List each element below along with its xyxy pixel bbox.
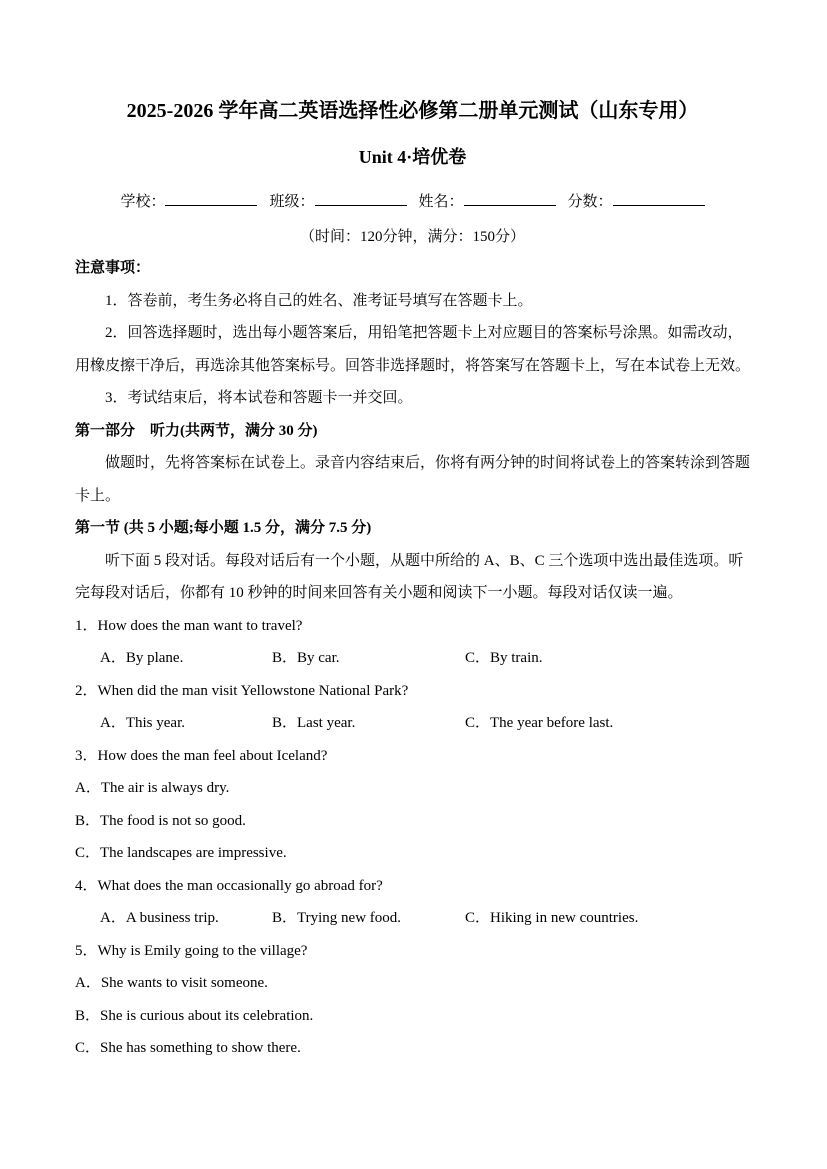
question-4-option-c: C．Hiking in new countries. [465, 910, 639, 926]
score-blank [613, 190, 705, 206]
paper-subtitle: Unit 4·培优卷 [358, 147, 467, 167]
question-2-options [100, 707, 750, 740]
question-3-option-b: B．The food is not so good. [75, 812, 246, 829]
question-2-option-b: B．Last year. [272, 715, 356, 731]
question-2-option-c: C．The year before last. [465, 715, 614, 731]
time-score-line: （时间：120分钟，满分：150分） [299, 229, 525, 245]
part1-instruction: 做题时，先将答案标在试卷上。录音内容结束后，你将有两分钟的时间将试卷上的答案转涂到答题卡上。 [75, 455, 751, 504]
question-2-text: 2．When did the man visit Yellowstone National Park? [75, 682, 409, 699]
name-blank [464, 190, 556, 206]
question-5-option-c: C．She has something to show there. [75, 1040, 301, 1056]
class-blank [315, 190, 407, 206]
question-4-options [100, 902, 750, 935]
notice-item-1: 1．答卷前，考生务必将自己的姓名、准考证号填写在答题卡上。 [105, 292, 533, 309]
question-4-text: 4．What does the man occasionally go abroad for? [75, 877, 383, 894]
class-label: 班级： [269, 194, 315, 210]
part1-heading: 第一部分 听力(共两节，满分 30 分) [75, 422, 318, 439]
question-5-option-b: B．She is curious about its celebration. [75, 1007, 314, 1024]
name-label: 姓名： [418, 194, 464, 210]
notice-item-3: 3．考试结束后，将本试卷和答题卡一并交回。 [105, 390, 413, 406]
question-4-option-a: A．A business trip. [100, 910, 219, 926]
question-5-option-a: A．She wants to visit someone. [75, 975, 268, 991]
school-blank [165, 190, 257, 206]
paper-title: 2025-2026 学年高二英语选择性必修第二册单元测试（山东专用） [126, 100, 699, 122]
question-1-option-b: B．By car. [272, 650, 340, 666]
section1-instruction: 听下面 5 段对话。每段对话后有一个小题，从题中所给的 A、B、C 三个选项中选出最佳选项。听完每段对话后，你都有 10 秒钟的时间来回答有关小题和阅读下一小题。每段对话仅读一遍。 [75, 552, 744, 601]
student-info-line [75, 189, 750, 215]
notice-heading: 注意事项： [75, 260, 151, 276]
question-1-options [100, 642, 750, 675]
question-1-option-c: C．By train. [465, 650, 543, 666]
question-5-text: 5．Why is Emily going to the village? [75, 942, 308, 959]
question-2-option-a: A．This year. [100, 715, 185, 731]
question-1-option-a: A．By plane. [100, 650, 184, 666]
question-1-text: 1．How does the man want to travel? [75, 617, 303, 634]
school-label: 学校： [120, 194, 166, 210]
question-3-text: 3．How does the man feel about Iceland? [75, 747, 328, 764]
question-4-option-b: B．Trying new food. [272, 910, 402, 926]
question-3-option-a: A．The air is always dry. [75, 780, 230, 796]
question-3-option-c: C．The landscapes are impressive. [75, 845, 287, 861]
section1-heading: 第一节 (共 5 小题;每小题 1.5 分，满分 7.5 分) [75, 520, 372, 536]
notice-item-2: 2．回答选择题时，选出每小题答案后，用铅笔把答题卡上对应题目的答案标号涂黑。如需改动，用橡皮擦干净后，再选涂其他答案标号。回答非选择题时，将答案写在答题卡上，写在本试卷上无效。 [75, 325, 751, 374]
score-label: 分数： [567, 194, 613, 210]
